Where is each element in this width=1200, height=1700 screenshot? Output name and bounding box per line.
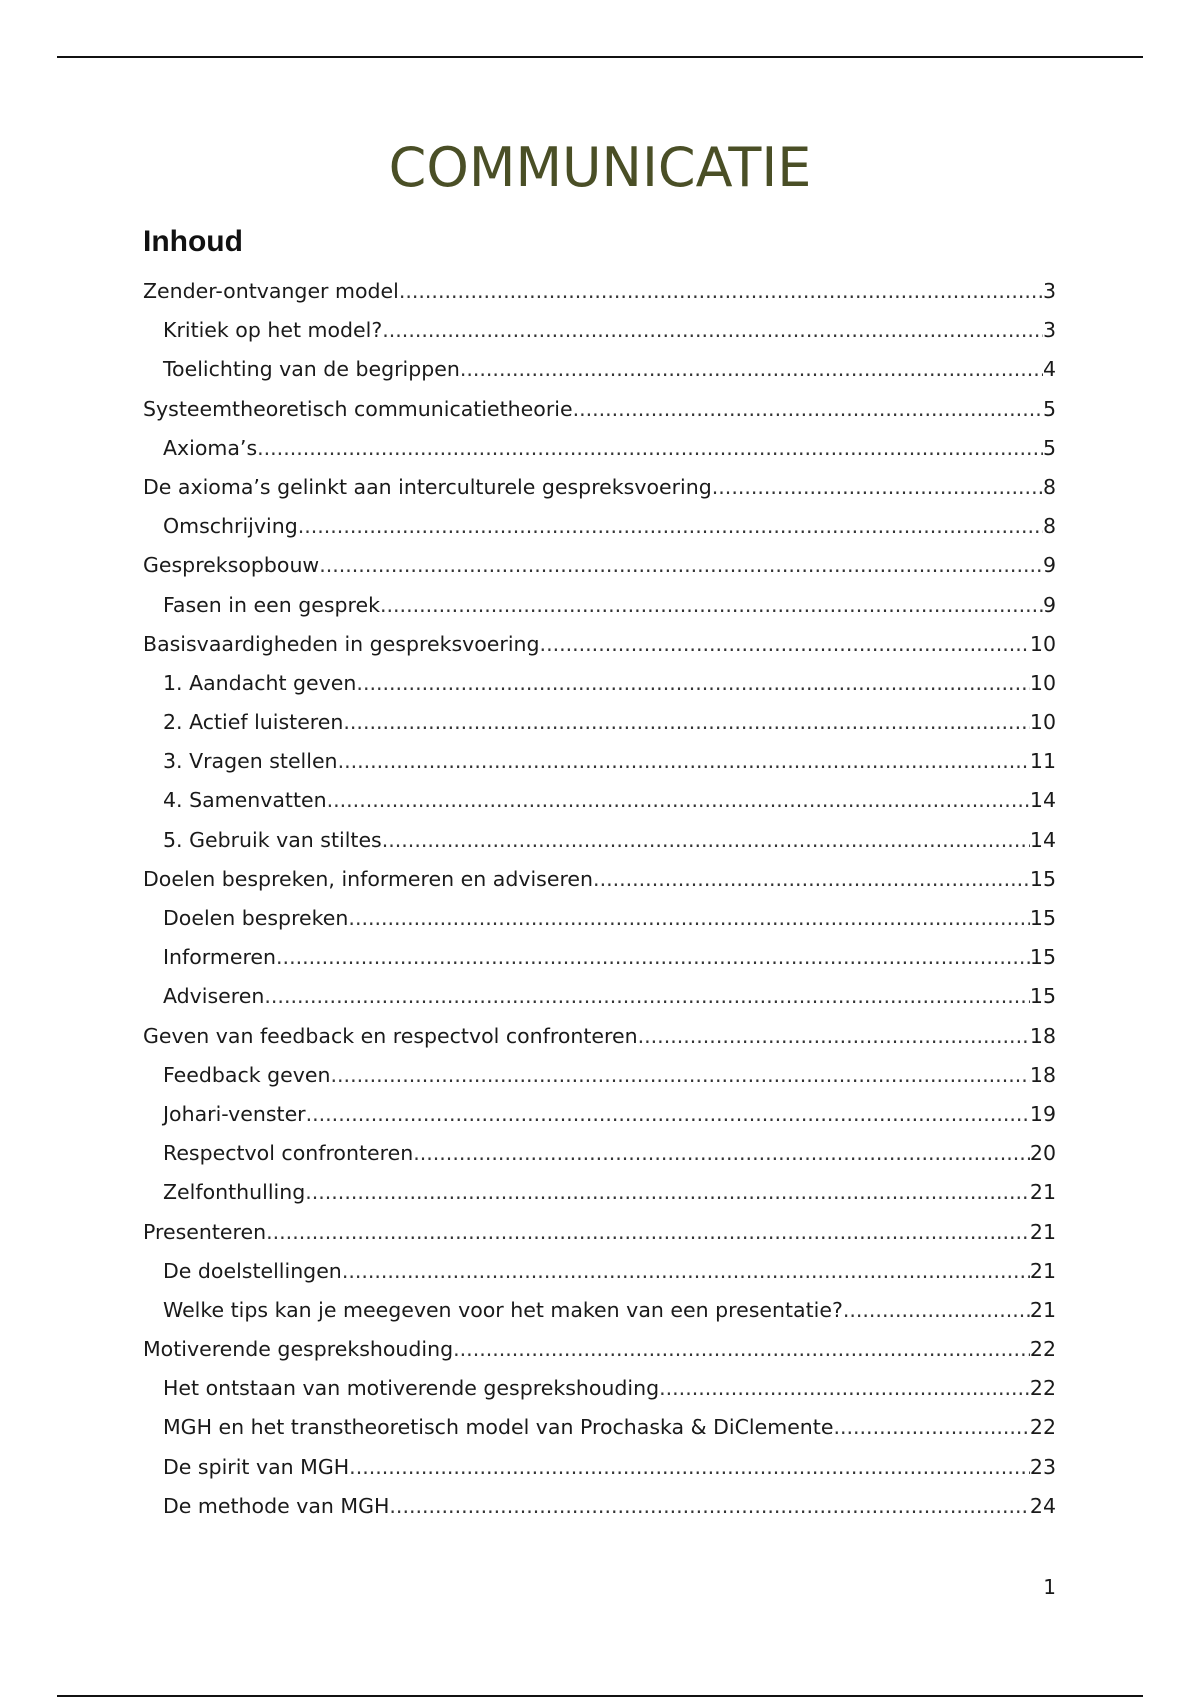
toc-dot-leader — [573, 390, 1043, 429]
toc-entry[interactable] — [143, 468, 1056, 507]
toc-dot-leader — [338, 742, 1030, 781]
toc-entry-page: 8 — [1042, 474, 1056, 499]
toc-entry[interactable] — [143, 272, 1056, 311]
toc-entry-title: Johari-venster — [163, 1101, 306, 1126]
toc-entry-title: Omschrijving — [163, 514, 298, 539]
toc-entry[interactable] — [143, 742, 1056, 781]
toc-dot-leader — [712, 468, 1043, 507]
toc-entry-page: 22 — [1029, 1337, 1056, 1362]
toc-dot-leader — [343, 703, 1030, 742]
toc-entry[interactable] — [143, 977, 1056, 1016]
toc-dot-leader — [399, 272, 1043, 311]
toc-entry-title: Systeemtheoretisch communicatietheorie — [143, 396, 573, 421]
toc-dot-leader — [382, 311, 1043, 350]
toc-entry-title: Kritiek op het model? — [163, 318, 383, 343]
toc-entry[interactable] — [143, 899, 1056, 938]
toc-dot-leader — [305, 1173, 1030, 1212]
toc-entry-title: 4. Samenvatten — [163, 788, 327, 813]
toc-entry-page: 15 — [1029, 906, 1056, 930]
toc-entry-title: Toelichting van de begrippen — [163, 357, 460, 382]
toc-dot-leader — [659, 1369, 1030, 1408]
toc-dot-leader — [843, 1291, 1030, 1330]
toc-entry-title: De methode van MGH — [163, 1493, 390, 1518]
toc-entry-page: 14 — [1029, 827, 1056, 852]
toc-entry-page: 9 — [1042, 553, 1056, 578]
toc-entry-page: 15 — [1029, 945, 1056, 970]
toc-entry-title: Doelen bespreken, informeren en adviseren — [143, 866, 594, 891]
toc-entry[interactable] — [143, 1252, 1056, 1291]
toc-entry-page: 21 — [1029, 1297, 1056, 1322]
toc-entry-page: 21 — [1029, 1180, 1056, 1205]
toc-dot-leader — [833, 1408, 1029, 1447]
toc-dot-leader — [389, 1487, 1030, 1526]
toc-dot-leader — [356, 664, 1029, 703]
toc-dot-leader — [257, 429, 1043, 468]
toc-entry[interactable] — [143, 1213, 1056, 1252]
toc-entry-title: 2. Actief luisteren — [163, 710, 344, 735]
toc-entry[interactable] — [143, 1330, 1056, 1369]
toc-entry[interactable] — [143, 546, 1056, 585]
toc-entry-page: 10 — [1029, 710, 1056, 735]
toc-entry[interactable] — [143, 1173, 1056, 1212]
toc-dot-leader — [460, 350, 1043, 389]
toc-dot-leader — [349, 1448, 1030, 1487]
toc-entry[interactable] — [143, 664, 1056, 703]
toc-entry[interactable] — [143, 625, 1056, 664]
toc-entry-page: 14 — [1029, 788, 1056, 813]
toc-dot-leader — [306, 1095, 1030, 1134]
toc-entry-title: Motiverende gesprekshouding — [143, 1337, 454, 1362]
toc-entry-title: De axioma’s gelinkt aan interculturele gespreksvoering — [143, 474, 712, 499]
toc-entry-page: 24 — [1029, 1493, 1056, 1518]
toc-dot-leader — [593, 860, 1030, 899]
page-number: 1 — [1043, 1575, 1056, 1599]
toc-entry-page: 15 — [1029, 866, 1056, 891]
toc-entry[interactable] — [143, 1291, 1056, 1330]
toc-entry[interactable] — [143, 1487, 1056, 1526]
toc-entry-title: Respectvol confronteren — [163, 1141, 414, 1166]
toc-entry-title: Axioma’s — [163, 435, 258, 460]
footer-rule — [57, 1695, 1143, 1697]
toc-dot-leader — [540, 625, 1030, 664]
toc-entry[interactable] — [143, 1369, 1056, 1408]
toc-dot-leader — [319, 546, 1043, 585]
toc-entry[interactable] — [143, 429, 1056, 468]
toc-dot-leader — [264, 977, 1030, 1016]
toc-entry[interactable] — [143, 1017, 1056, 1056]
toc-entry-page: 5 — [1042, 396, 1056, 421]
toc-entry-page: 3 — [1042, 318, 1056, 343]
toc-entry[interactable] — [143, 1448, 1056, 1487]
toc-entry-page: 15 — [1029, 984, 1056, 1009]
toc-entry-page: 18 — [1029, 1062, 1056, 1087]
toc-dot-leader — [342, 1252, 1030, 1291]
toc-entry-page: 11 — [1029, 749, 1056, 774]
toc-entry-page: 19 — [1029, 1101, 1056, 1126]
toc-entry-title: Geven van feedback en respectvol confronteren — [143, 1023, 638, 1048]
toc-entry-title: 5. Gebruik van stiltes — [163, 827, 382, 852]
toc-dot-leader — [382, 821, 1030, 860]
toc-entry[interactable] — [143, 860, 1056, 899]
toc-entry[interactable] — [143, 390, 1056, 429]
toc-dot-leader — [380, 586, 1043, 625]
document-title: COMMUNICATIE — [388, 136, 812, 199]
toc-entry-title: Zender-ontvanger model — [143, 279, 399, 303]
toc-entry-title: Fasen in een gesprek — [163, 592, 380, 617]
toc-entry-title: Informeren — [163, 945, 277, 970]
toc-dot-leader — [266, 1213, 1030, 1252]
toc-entry-page: 10 — [1029, 670, 1056, 695]
toc-dot-leader — [327, 781, 1030, 820]
toc-dot-leader — [298, 507, 1043, 546]
toc-entry-title: Doelen bespreken — [163, 906, 349, 930]
toc-heading: Inhoud — [143, 225, 243, 258]
toc-entry-title: De spirit van MGH — [163, 1454, 350, 1479]
toc-entry-page: 21 — [1029, 1258, 1056, 1283]
toc-entry-title: Feedback geven — [163, 1062, 331, 1087]
toc-entry[interactable] — [143, 350, 1056, 389]
toc-entry-title: De doelstellingen — [163, 1258, 342, 1283]
toc-entry[interactable] — [143, 1408, 1056, 1447]
toc-entry-page: 21 — [1029, 1219, 1056, 1244]
toc-entry-title: Gespreksopbouw — [143, 553, 320, 578]
toc-entry[interactable] — [143, 821, 1056, 860]
toc-entry[interactable] — [143, 1095, 1056, 1134]
toc-entry-title: 3. Vragen stellen — [163, 749, 338, 774]
toc-entry-page: 22 — [1029, 1415, 1056, 1440]
toc-entry-page: 23 — [1029, 1454, 1056, 1479]
toc-entry[interactable] — [143, 507, 1056, 546]
toc-entry[interactable] — [143, 586, 1056, 625]
toc-dot-leader — [348, 899, 1029, 938]
toc-dot-leader — [638, 1017, 1030, 1056]
toc-entry[interactable] — [143, 311, 1056, 350]
toc-entry[interactable] — [143, 1134, 1056, 1173]
toc-entry-title: Adviseren — [163, 984, 265, 1009]
toc-entry-page: 9 — [1042, 592, 1056, 617]
toc-entry[interactable] — [143, 1056, 1056, 1095]
toc-entry-page: 5 — [1042, 435, 1056, 460]
toc-entry-title: Presenteren — [143, 1219, 267, 1244]
toc-entry-page: 18 — [1029, 1023, 1056, 1048]
toc-entry-page: 4 — [1042, 357, 1056, 382]
toc-entry[interactable] — [143, 781, 1056, 820]
toc-entry[interactable] — [143, 938, 1056, 977]
toc-entry-title: 1. Aandacht geven — [163, 670, 357, 695]
toc-dot-leader — [276, 938, 1030, 977]
toc-dot-leader — [453, 1330, 1030, 1369]
toc-dot-leader — [331, 1056, 1030, 1095]
toc-entry-title: MGH en het transtheoretisch model van Prochaska & DiClemente — [163, 1415, 834, 1440]
header-rule — [57, 56, 1143, 58]
toc-entry-page: 8 — [1042, 514, 1056, 539]
toc-entry-title: Welke tips kan je meegeven voor het maken van een presentatie? — [163, 1297, 843, 1322]
toc-entry-title: Het ontstaan van motiverende gesprekshouding — [163, 1376, 660, 1401]
toc-entry-page: 20 — [1029, 1141, 1056, 1166]
toc-entry-page: 10 — [1029, 631, 1056, 656]
toc-entry-title: Zelfonthulling — [163, 1180, 306, 1205]
table-of-contents — [143, 272, 1056, 1526]
toc-entry-page: 22 — [1029, 1376, 1056, 1401]
toc-entry-page: 3 — [1042, 279, 1056, 303]
toc-entry[interactable] — [143, 703, 1056, 742]
toc-dot-leader — [413, 1134, 1030, 1173]
toc-entry-title: Basisvaardigheden in gespreksvoering — [143, 631, 540, 656]
